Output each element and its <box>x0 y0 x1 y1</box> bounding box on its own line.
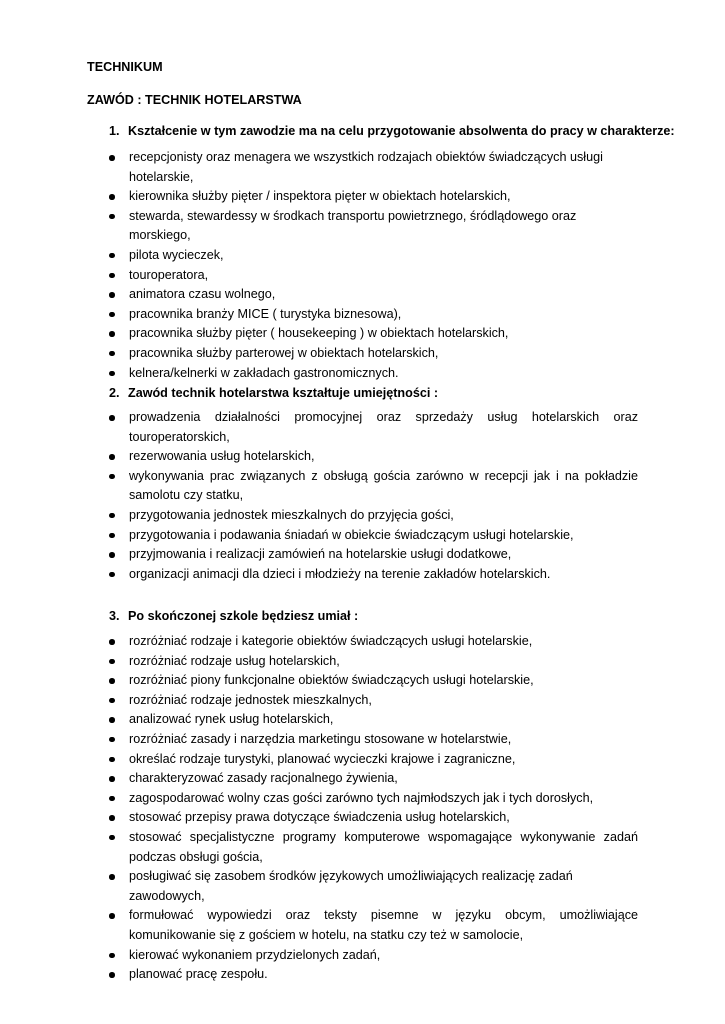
bullet-icon <box>109 572 115 578</box>
bullet-icon <box>109 953 115 959</box>
document-title: TECHNIKUM <box>87 60 163 74</box>
section-title: Zawód technik hotelarstwa kształtuje umiejętności : <box>128 386 439 400</box>
list-item: kierownika służby pięter / inspektora pięter w obiektach hotelarskich, <box>0 187 638 207</box>
list-item: kierować wykonaniem przydzielonych zadań, <box>0 946 638 966</box>
section-3-list <box>0 632 725 985</box>
bullet-icon <box>109 913 115 919</box>
list-item: przyjmowania i realizacji zamówień na hotelarskie usługi dodatkowe, <box>0 545 638 565</box>
section-title: Po skończonej szkole będziesz umiał : <box>128 609 359 623</box>
bullet-icon <box>109 796 115 802</box>
list-item: rozróżniać piony funkcjonalne obiektów świadczących usługi hotelarskie, <box>0 671 638 691</box>
list-item: pracownika służby pięter ( housekeeping ) w obiektach hotelarskich, <box>0 324 638 344</box>
bullet-icon <box>109 533 115 539</box>
section-number: 2. <box>109 386 120 400</box>
list-item: recepcjonisty oraz menagera we wszystkich rodzajach obiektów świadczących usługi hotelarskie, <box>0 148 638 187</box>
section-2-heading <box>109 384 438 403</box>
bullet-icon <box>109 292 115 298</box>
bullet-icon <box>109 737 115 743</box>
section-number: 3. <box>109 609 120 623</box>
list-item: rozróżniać rodzaje usług hotelarskich, <box>0 652 638 672</box>
bullet-icon <box>109 474 115 480</box>
bullet-icon <box>109 698 115 704</box>
bullet-icon <box>109 678 115 684</box>
list-item: charakteryzować zasady racjonalnego żywienia, <box>0 769 638 789</box>
bullet-icon <box>109 253 115 259</box>
bullet-icon <box>109 194 115 200</box>
list-item: touroperatora, <box>0 266 638 286</box>
bullet-icon <box>109 214 115 220</box>
list-item: analizować rynek usług hotelarskich, <box>0 710 638 730</box>
list-item: formułować wypowiedzi oraz teksty pisemne w języku obcym, umożliwiające komunikowanie się z gościem w hotelu, na statku czy też w samolocie, <box>0 906 638 945</box>
list-item: organizacji animacji dla dzieci i młodzieży na terenie zakładów hotelarskich. <box>0 565 638 585</box>
bullet-icon <box>109 717 115 723</box>
list-item: stewarda, stewardessy w środkach transportu powietrznego, śródlądowego oraz morskiego, <box>0 207 638 246</box>
section-1-list <box>0 148 725 383</box>
bullet-icon <box>109 331 115 337</box>
bullet-icon <box>109 776 115 782</box>
list-item: rozróżniać rodzaje i kategorie obiektów świadczących usługi hotelarskie, <box>0 632 638 652</box>
list-item: wykonywania prac związanych z obsługą gościa zarówno w recepcji jak i na pokładzie samolotu czy statku, <box>0 467 638 506</box>
list-item: zagospodarować wolny czas gości zarówno tych najmłodszych jak i tych dorosłych, <box>0 789 638 809</box>
bullet-icon <box>109 371 115 377</box>
list-item: kelnera/kelnerki w zakładach gastronomicznych. <box>0 364 638 384</box>
bullet-icon <box>109 273 115 279</box>
list-item: określać rodzaje turystyki, planować wycieczki krajowe i zagraniczne, <box>0 750 638 770</box>
bullet-icon <box>109 312 115 318</box>
bullet-icon <box>109 835 115 841</box>
document-subtitle: ZAWÓD : TECHNIK HOTELARSTWA <box>87 93 302 107</box>
list-item: przygotowania i podawania śniadań w obiekcie świadczącym usługi hotelarskie, <box>0 526 638 546</box>
bullet-icon <box>109 659 115 665</box>
section-3-heading <box>109 607 358 626</box>
section-number: 1. <box>109 124 120 138</box>
bullet-icon <box>109 815 115 821</box>
bullet-icon <box>109 415 115 421</box>
list-item: przygotowania jednostek mieszkalnych do przyjęcia gości, <box>0 506 638 526</box>
bullet-icon <box>109 874 115 880</box>
list-item: prowadzenia działalności promocyjnej oraz sprzedaży usług hotelarskich oraz touroperatorskich, <box>0 408 638 447</box>
bullet-icon <box>109 972 115 978</box>
list-item: pracownika branży MICE ( turystyka biznesowa), <box>0 305 638 325</box>
section-2-list <box>0 408 725 584</box>
list-item: rozróżniać rodzaje jednostek mieszkalnych, <box>0 691 638 711</box>
list-item: stosować specjalistyczne programy komputerowe wspomagające wykonywanie zadań podczas obsługi gościa, <box>0 828 638 867</box>
list-item: animatora czasu wolnego, <box>0 285 638 305</box>
bullet-icon <box>109 155 115 161</box>
bullet-icon <box>109 513 115 519</box>
list-item: posługiwać się zasobem środków językowych umożliwiających realizację zadań zawodowych, <box>0 867 638 906</box>
list-item: rozróżniać zasady i narzędzia marketingu stosowane w hotelarstwie, <box>0 730 638 750</box>
bullet-icon <box>109 639 115 645</box>
list-item: pilota wycieczek, <box>0 246 638 266</box>
bullet-icon <box>109 351 115 357</box>
section-title: Kształcenie w tym zawodzie ma na celu przygotowanie absolwenta do pracy w charakterze: <box>128 124 675 138</box>
list-item: pracownika służby parterowej w obiektach hotelarskich, <box>0 344 638 364</box>
bullet-icon <box>109 757 115 763</box>
bullet-icon <box>109 454 115 460</box>
section-1-heading <box>109 122 675 141</box>
bullet-icon <box>109 552 115 558</box>
list-item: planować pracę zespołu. <box>0 965 638 985</box>
list-item: rezerwowania usług hotelarskich, <box>0 447 638 467</box>
list-item: stosować przepisy prawa dotyczące świadczenia usług hotelarskich, <box>0 808 638 828</box>
